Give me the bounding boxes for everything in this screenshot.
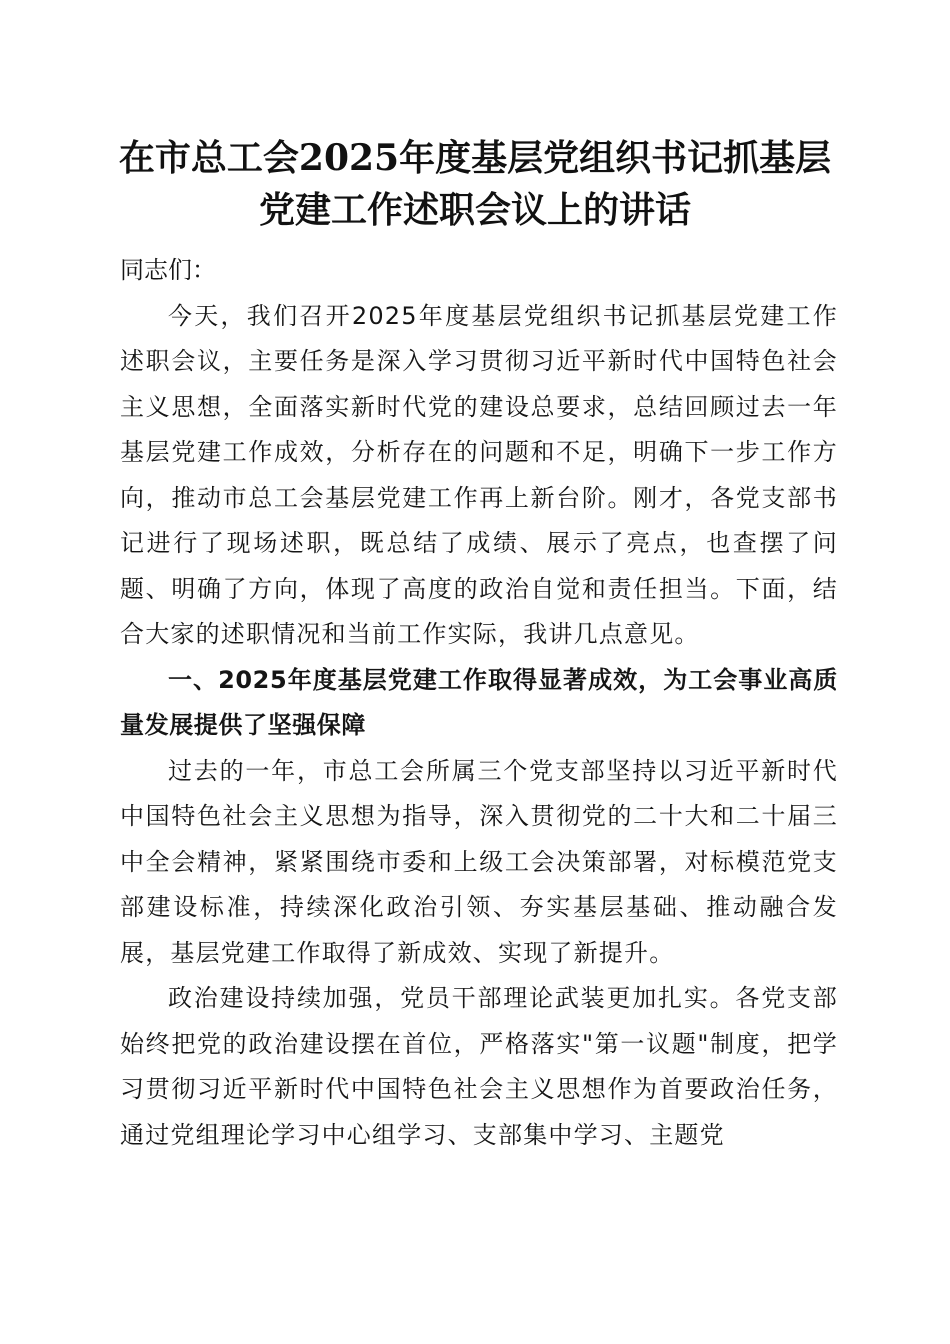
title-line-1: 在市总工会2025年度基层党组织书记抓基层 — [118, 137, 832, 179]
document-title — [90, 132, 860, 236]
paragraph-intro: 今天，我们召开2025年度基层党组织书记抓基层党建工作述职会议，主要任务是深入学习贯彻习近平新时代中国特色社会主义思想，全面落实新时代党的建设总要求，总结回顾过去一年基层党建工作成效，分析存在的问题和不足，明确下一步工作方向，推动市总工会基层党建工作再上新台阶。刚才，各党支部书记进行了现场述职，既总结了成绩、展示了亮点，也查摆了问题、明确了方向，体现了高度的政治自觉和责任担当。下面，结合大家的述职情况和当前工作实际，我讲几点意见。 — [120, 301, 838, 648]
paragraph-political-building: 政治建设持续加强，党员干部理论武装更加扎实。各党支部始终把党的政治建设摆在首位，严格落实"第一议题"制度，把学习贯彻习近平新时代中国特色社会主义思想作为首要政治任务，通过党组理论学习中心组学习、支部集中学习、主题党 — [120, 984, 838, 1149]
section-heading-1: 一、2025年度基层党建工作取得显著成效，为工会事业高质量发展提供了坚强保障 — [120, 665, 838, 739]
salutation: 同志们： — [120, 256, 216, 284]
document-body — [120, 248, 838, 1158]
paragraph-section1-overview: 过去的一年，市总工会所属三个党支部坚持以习近平新时代中国特色社会主义思想为指导，深入贯彻党的二十大和二十届三中全会精神，紧紧围绕市委和上级工会决策部署，对标模范党支部建设标准，持续深化政治引领、夯实基层基础、推动融合发展，基层党建工作取得了新成效、实现了新提升。 — [120, 756, 838, 967]
title-line-2: 党建工作述职会议上的讲话 — [258, 189, 691, 231]
